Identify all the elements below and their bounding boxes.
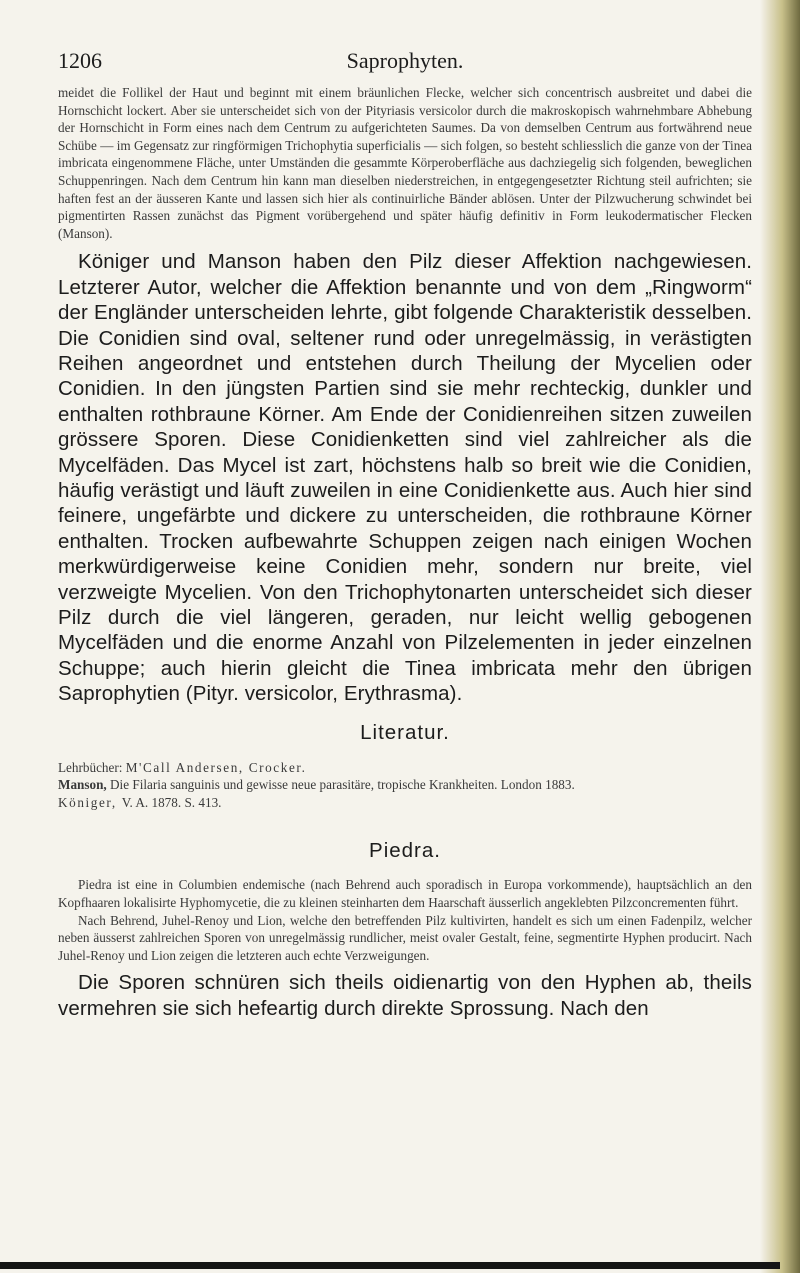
paragraph-tinea-description: meidet die Follikel der Haut und beginnt mit einem bräunlichen Flecke, welcher sich concentrisch ausbreitet und dabei die Hornschicht lockert. Aber sie unterscheidet sich von der Pityriasis versicolor durch die makroskopisch wahrnehmbare Abhebung der Hornschicht in Form eines nach dem Centrum zu aufgerichteten Saumes. Da von demselben Centrum aus fortwährend neue Schübe — im Gegensatz zur ringförmigen Trichophytia superficialis — sich folgen, so besteht schliesslich die ganze von der Tinea imbricata eingenommene Fläche, unter Umständen die gesammte Körperoberfläche aus dachziegelig sich folgenden, beweglichen Schuppenringen. Nach dem Centrum hin kann man dieselben niederstreichen, in entgegengesetzter Richtung steil aufrichten; sie haften fest an der äusseren Kante und lassen sich hier als continuirliche Bänder ablösen. Unter der Pilzwucherung schwindet bei pigmentirten Rassen zunächst das Pigment vorübergehend und später häufig definitiv in Form leukodermatischer Flecken (Manson). xyxy=(58,85,752,241)
literatur-item-label: Lehrbücher: xyxy=(58,759,126,775)
literatur-item xyxy=(58,794,752,812)
piedra-heading: Piedra. xyxy=(369,839,441,863)
page-edge-shadow xyxy=(760,0,800,1273)
literatur-item-author: Manson, xyxy=(58,777,111,793)
running-title: Saprophyten. xyxy=(346,48,464,73)
literatur-item-authors: M'Call Andersen, Crocker. xyxy=(125,759,307,775)
paragraph-piedra-intro: Piedra ist eine in Columbien endemische (nach Behrend auch sporadisch in Europa vorkommende), hauptsächlich an den Kopfhaaren lokalisirte Hyphomycetie, die zu kleinen steinharten dem Haarschaft äusserlich angeklebten Pilzconcrementen führt. xyxy=(58,877,752,911)
paragraph-piedra-spores: Die Sporen schnüren sich theils oidienartig von den Hyphen ab, theils vermehren sie sich hefeartig durch direkte Sprossung. Nach den xyxy=(58,971,752,1020)
page-bottom-rule xyxy=(0,1262,780,1269)
paragraph-piedra-fungus: Nach Behrend, Juhel-Renoy und Lion, welche den betreffenden Pilz kultivirten, handelt es sich um einen Fadenpilz, welcher neben äusserst zahlreichen Sporen von unregelmässig rundlicher, meist ovaler Gestalt, feine, segmentirte Hyphen producirt. Nach Juhel-Renoy und Lion zeigen die letzteren auch echte Verzweigungen. xyxy=(58,912,752,963)
literatur-item xyxy=(58,759,752,777)
literatur-heading: Literatur. xyxy=(360,720,450,744)
literatur-item-text: Die Filaria sanguinis und gewisse neue parasitäre, tropische Krankheiten. London 1883. xyxy=(110,777,575,793)
paragraph-pilz-characteristics: Königer und Manson haben den Pilz dieser Affektion nachgewiesen. Letzterer Autor, welcher die Affektion benannte und von dem „Ringworm“ der Engländer unterscheiden lehrte, gibt folgende Charakteristik desselben. Die Conidien sind oval, seltener rund oder unregelmässig, in verästigten Reihen angeordnet und entstehen durch Theilung der Mycelien oder Conidien. In den jüngsten Partien sind sie mehr rechteckig, dunkler und enthalten rothbraune Körner. Am Ende der Conidienreihen sitzen zuweilen grössere Sporen. Diese Conidienketten sind viel zahlreicher als die Mycelfäden. Das Mycel ist zart, höchstens halb so breit wie die Conidien, häufig verästigt und läuft zuweilen in eine Conidienkette aus. Auch hier sind feinere, ungefärbte und dickere zu unterscheiden, die rothbraune Körner enthalten. Trocken aufbewahrte Schuppen zeigen nach einigen Wochen merkwürdigerweise keine Conidien mehr, sondern nur breite, viel verzweigte Mycelien. Von den Trichophytonarten unterscheidet sich dieser Pilz durch die viel längeren, geraden, nur leicht wellig gebogenen Mycelfäden und die enorme Anzahl von Pilzelementen in jeder einzelnen Schuppe; auch hierin gleicht die Tinea imbricata mehr den übrigen Saprophytien (Pityr. versicolor, Erythrasma). xyxy=(58,250,752,706)
book-page xyxy=(58,0,752,1021)
literatur-item xyxy=(58,776,752,794)
literatur-item-author: Königer, xyxy=(58,794,122,810)
page-number: 1206 xyxy=(58,48,102,73)
page-header xyxy=(58,0,752,73)
literatur-list xyxy=(58,759,752,812)
literatur-item-text: V. A. 1878. S. 413. xyxy=(121,794,222,810)
